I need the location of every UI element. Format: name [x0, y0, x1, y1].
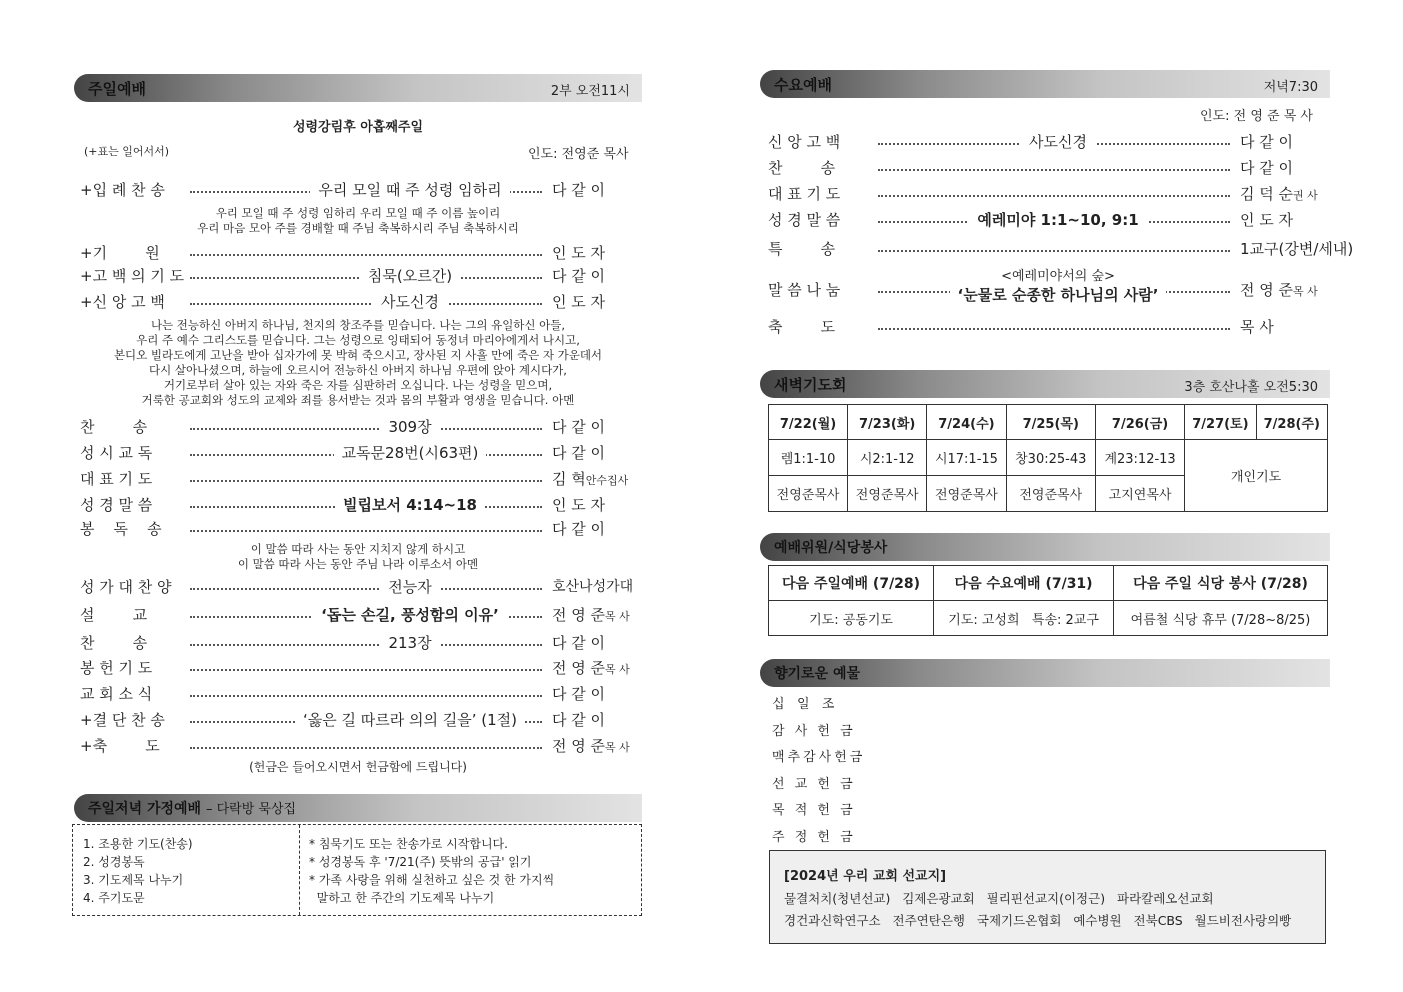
- order-label: +축 도: [80, 737, 160, 755]
- wednesday-time: 저녁7:30: [1263, 80, 1318, 95]
- committee-title: 예배위원/식당봉사: [774, 540, 888, 556]
- order-person: [548, 604, 630, 625]
- committee-table: [768, 565, 1328, 636]
- text-line: 다시 살아나셨으며, 하늘에 오르시어 전능하신 아버지 하나님 우편에 앉아 계시다가,: [149, 363, 567, 377]
- order-row: [80, 735, 634, 759]
- order-content-text: ‘눈물로 순종한 하나님의 사람’: [950, 286, 1167, 304]
- apostles-creed: [74, 318, 642, 408]
- entrance-hymn-lyrics: [74, 206, 642, 236]
- order-content: [898, 209, 1218, 230]
- order-person: [548, 709, 605, 730]
- dawn-day: 7/24(수): [927, 405, 1006, 440]
- order-content-text: ‘옳은 길 따르라 의의 길을’ (1절): [295, 711, 525, 729]
- order-row: [80, 657, 634, 681]
- missions-line1: 물결처치(청년선교) 김제은광교회 필리핀선교지(이정근) 파라칼레오선교회: [784, 891, 1214, 906]
- text-line: 거룩한 공교회와 성도의 교제와 죄를 용서받는 것과 몸의 부활과 영생을 믿습니다. 아멘: [141, 393, 575, 407]
- sunday-time: 2부 오전11시: [550, 84, 630, 99]
- person-title: 목 사: [605, 663, 630, 676]
- order-content-top: <예레미야서의 숲>: [1001, 269, 1115, 284]
- offering-item: 목 적 헌 금: [772, 803, 856, 818]
- dawn-info: 3층 호산나홀 오전5:30: [1184, 380, 1318, 395]
- person-name: 다 같 이: [552, 634, 606, 652]
- missions-title: [2024년 우리 교회 선교지]: [784, 869, 947, 884]
- order-content-text: 213장: [380, 634, 439, 652]
- person-name: 전 영 준: [552, 659, 606, 677]
- order-person: [548, 494, 605, 515]
- text-line: 4. 주기도문: [83, 891, 145, 905]
- dawn-leader: 전영준목사: [927, 476, 1006, 512]
- order-label: 봉 독 송: [80, 520, 162, 538]
- person-name: 인 도 자: [552, 496, 606, 514]
- order-content: [898, 269, 1218, 305]
- dawn-leader: 전영준목사: [1006, 476, 1095, 512]
- evening-steps: [83, 835, 193, 907]
- order-person: [1236, 157, 1293, 178]
- order-row: [80, 494, 634, 518]
- order-content: [250, 604, 570, 625]
- person-name: 다 같 이: [552, 181, 606, 199]
- leader-dots: [190, 669, 542, 671]
- order-person: [1236, 279, 1318, 300]
- offering-note: (헌금은 들어오시면서 헌금함에 드립니다): [249, 760, 467, 774]
- reading-song-lyrics: [74, 542, 642, 572]
- person-title: 목 사: [1293, 285, 1318, 298]
- leader-dots: [878, 169, 1230, 171]
- leader-dots: [190, 695, 542, 697]
- order-person: [548, 416, 605, 437]
- order-person: [548, 657, 630, 678]
- offerings-title: 향기로운 예물: [774, 666, 861, 682]
- text-line: * 성경봉독 후 '7/21(주) 뜻밖의 공급' 읽기: [309, 855, 532, 869]
- dawn-day: 7/28(주): [1256, 405, 1327, 440]
- order-label: 성 경 말 씀: [80, 496, 153, 514]
- order-content-text: ‘돕는 손길, 풍성함의 이유’: [313, 606, 507, 624]
- order-content: [250, 709, 570, 730]
- dawn-day: 7/25(목): [1006, 405, 1095, 440]
- order-row: [768, 209, 1322, 233]
- leader-dots: [190, 747, 542, 749]
- order-row: [768, 316, 1322, 340]
- order-person: [548, 242, 605, 263]
- order-content: [898, 131, 1218, 152]
- order-content-text: 사도신경: [373, 293, 447, 311]
- text-line: 거기로부터 살아 있는 자와 죽은 자를 심판하러 오십니다. 나는 성령을 믿으며,: [163, 378, 553, 392]
- text-line: * 가족 사랑을 위해 실천하고 싶은 것 한 가지씩: [309, 873, 555, 887]
- offering-item: 주 정 헌 금: [772, 829, 856, 845]
- order-content: [250, 291, 570, 312]
- evening-title: [88, 798, 296, 818]
- dawn-header: [760, 370, 1330, 398]
- person-name: 다 같 이: [552, 267, 606, 285]
- text-line: 우리 모일 때 주 성령 임하리 우리 모일 때 주 이름 높이리: [215, 206, 501, 220]
- order-content: [250, 632, 570, 653]
- person-name: 전 영 준: [552, 737, 606, 755]
- dawn-scripture: 창30:25-43: [1006, 440, 1095, 476]
- person-title: 목 사: [605, 610, 630, 623]
- leader-dots: [190, 254, 542, 256]
- leader-dots: [190, 530, 542, 532]
- person-title: 안수집사: [585, 474, 629, 487]
- order-row: [80, 291, 634, 315]
- order-label: 성 가 대 찬 양: [80, 578, 172, 596]
- order-person: [1236, 183, 1318, 204]
- order-label: 설 교: [80, 606, 148, 624]
- order-label: 성 시 교 독: [80, 444, 153, 462]
- offerings-header: [760, 659, 1330, 687]
- person-name: 다 같 이: [552, 685, 606, 703]
- order-row: [80, 709, 634, 733]
- order-person: [1236, 209, 1293, 230]
- order-label: 말 씀 나 눔: [768, 281, 841, 299]
- offering-item: 맥추감사헌금: [772, 750, 866, 765]
- order-person: [548, 179, 605, 200]
- wednesday-leader: 인도: 전 영 준 목 사: [1200, 109, 1313, 124]
- order-label: 대 표 기 도: [80, 470, 153, 488]
- order-content-text: 예레미야 1:1~10, 9:1: [969, 211, 1146, 229]
- sunday-subtitle: 성령강림후 아홉째주일: [292, 120, 424, 135]
- dawn-day: 7/26(금): [1095, 405, 1184, 440]
- order-content-text: 전능자: [380, 578, 439, 596]
- dawn-scripture: 시17:1-15: [927, 440, 1006, 476]
- sunday-header: [74, 74, 642, 102]
- evening-header: [74, 794, 642, 822]
- text-line: 본디오 빌라도에게 고난을 받아 십자가에 못 박혀 죽으시고, 장사된 지 사흘 만에 죽은 자 가운데서: [113, 348, 603, 362]
- order-label: 특 송: [768, 240, 836, 258]
- person-name: 다 같 이: [552, 418, 606, 436]
- dawn-text-row: [769, 440, 1328, 476]
- order-row: [80, 468, 634, 492]
- order-label: 교 회 소 식: [80, 685, 153, 703]
- person-name: 김 덕 순: [1240, 185, 1294, 203]
- order-row: [80, 442, 634, 466]
- committee-header-row: [769, 566, 1328, 601]
- order-content-text: 침묵(오르간): [360, 267, 460, 285]
- missions-box: [769, 850, 1326, 944]
- dawn-header-row: [769, 405, 1328, 440]
- offering-item: 십 일 조: [772, 697, 835, 712]
- text-line: 2. 성경봉독: [83, 855, 145, 869]
- order-person: [548, 576, 633, 596]
- order-person: [548, 735, 630, 756]
- person-name: 다 같 이: [1240, 159, 1294, 177]
- order-content-text: 교독문28번(시63편): [334, 444, 487, 462]
- person-name: 호산나성가대: [552, 579, 634, 595]
- order-content: [250, 179, 570, 200]
- order-person: [548, 468, 628, 489]
- person-title: 권 사: [1293, 189, 1318, 202]
- person-name: 인 도 자: [552, 244, 606, 262]
- wednesday-header: [760, 70, 1330, 98]
- person-name: 다 같 이: [552, 520, 606, 538]
- dawn-scripture: 계23:12-13: [1095, 440, 1184, 476]
- order-label: +고 백 의 기 도: [80, 267, 185, 285]
- dawn-title: 새벽기도회: [774, 376, 847, 394]
- dawn-day: 7/23(화): [848, 405, 927, 440]
- order-row: [80, 265, 634, 289]
- sunday-leader: 인도: 전영준 목사: [528, 147, 629, 162]
- dawn-scripture: 시2:1-12: [848, 440, 927, 476]
- order-label: 찬 송: [80, 634, 148, 652]
- text-line: 3. 기도제목 나누기: [83, 873, 184, 887]
- order-label: +결 단 찬 송: [80, 711, 165, 729]
- order-row: [80, 576, 634, 600]
- evening-box: [72, 824, 642, 916]
- dawn-leader: 전영준목사: [848, 476, 927, 512]
- person-name: 다 같 이: [1240, 133, 1294, 151]
- stand-note: (+표는 일어서서): [84, 145, 170, 158]
- dawn-day: 7/27(토): [1185, 405, 1256, 440]
- committee-heading: 다음 수요예배 (7/31): [934, 566, 1114, 601]
- order-row: [80, 632, 634, 656]
- person-name: 다 같 이: [552, 444, 606, 462]
- committee-heading: 다음 주일 식당 봉사 (7/28): [1114, 566, 1328, 601]
- leader-dots: [878, 328, 1230, 330]
- committee-value: 여름철 식당 휴무 (7/28~8/25): [1114, 601, 1328, 636]
- evening-divider: [299, 825, 300, 915]
- evening-notes: [309, 835, 554, 907]
- person-name: 인 도 자: [552, 293, 606, 311]
- person-name: 전 영 준: [552, 606, 606, 624]
- order-label: 봉 헌 기 도: [80, 659, 153, 677]
- order-row: [80, 683, 634, 707]
- committee-header: [760, 533, 1330, 561]
- order-row: [80, 179, 634, 203]
- person-name: 인 도 자: [1240, 211, 1294, 229]
- committee-value-row: [769, 601, 1328, 636]
- order-row: [768, 131, 1322, 155]
- person-name: 다 같 이: [552, 711, 606, 729]
- order-row: [80, 242, 634, 266]
- evening-subtitle: – 다락방 묵상집: [205, 802, 297, 817]
- order-label: +기 원: [80, 244, 160, 262]
- committee-heading: 다음 주일예배 (7/28): [769, 566, 934, 601]
- order-content-text: 빌립보서 4:14~18: [335, 496, 485, 514]
- leader-dots: [878, 195, 1230, 197]
- order-label: 대 표 기 도: [768, 185, 841, 203]
- order-row: [80, 416, 634, 440]
- order-label: 축 도: [768, 318, 836, 336]
- dawn-day: 7/22(월): [769, 405, 848, 440]
- committee-value: 기도: 고성희 특송: 2교구: [934, 601, 1114, 636]
- order-row: [768, 157, 1322, 181]
- order-row: [768, 238, 1354, 262]
- text-line: 우리 마음 모아 주를 경배할 때 주님 축복하시리 주님 축복하시리: [197, 221, 519, 235]
- order-row: [80, 604, 634, 628]
- dawn-scripture: 렘1:1-10: [769, 440, 848, 476]
- committee-value: 기도: 공동기도: [769, 601, 934, 636]
- person-name: 목 사: [1240, 318, 1274, 336]
- order-person: [1236, 238, 1353, 259]
- text-line: 나는 전능하신 아버지 하나님, 천지의 창조주를 믿습니다. 나는 그의 유일하신 아들,: [150, 318, 566, 332]
- offering-item: 감 사 헌 금: [772, 723, 856, 739]
- order-content: [250, 442, 570, 463]
- order-person: [548, 632, 605, 653]
- order-person: [548, 683, 605, 704]
- order-label: 찬 송: [768, 159, 836, 177]
- order-content-text: 309장: [380, 418, 439, 436]
- dawn-schedule-table: [768, 404, 1328, 512]
- order-row: [768, 269, 1322, 304]
- person-title: 목 사: [605, 741, 630, 754]
- text-line: 우리 주 예수 그리스도를 믿습니다. 그는 성령으로 잉태되어 동정녀 마리아에게서 나시고,: [136, 333, 580, 347]
- person-name: 1교구(강변/세내): [1240, 240, 1354, 258]
- offering-item: 선 교 헌 금: [772, 776, 856, 792]
- order-label: 신 앙 고 백: [768, 133, 841, 151]
- order-person: [1236, 316, 1274, 337]
- order-content-text: 우리 모일 때 주 성령 임하리: [310, 181, 509, 199]
- leader-dots: [190, 480, 542, 482]
- order-label: +신 앙 고 백: [80, 293, 165, 311]
- order-content: [250, 265, 570, 286]
- order-label: 찬 송: [80, 418, 148, 436]
- sunday-title: 주일예배: [88, 80, 146, 98]
- order-content-text: 사도신경: [1021, 133, 1095, 151]
- order-person: [548, 265, 605, 286]
- text-line: 이 말씀 따라 사는 동안 주님 나라 이루소서 아멘: [237, 557, 479, 571]
- order-person: [548, 291, 605, 312]
- dawn-leader: 전영준목사: [769, 476, 848, 512]
- missions-line2: 경건과신학연구소 전주연탄은행 국제기드온협회 예수병원 전북CBS 월드비전사랑의빵: [784, 913, 1292, 928]
- person-name: 김 혁: [552, 470, 586, 488]
- person-name: 전 영 준: [1240, 281, 1294, 299]
- wednesday-title: 수요예배: [774, 76, 832, 94]
- order-row: [80, 518, 634, 542]
- order-person: [548, 442, 605, 463]
- order-content: [250, 416, 570, 437]
- order-label: +입 례 찬 송: [80, 181, 165, 199]
- order-content: [250, 494, 570, 515]
- order-person: [548, 518, 605, 539]
- text-line: 이 말씀 따라 사는 동안 지치지 않게 하시고: [250, 542, 466, 556]
- evening-title-text: 주일저녁 가정예배: [88, 801, 202, 817]
- order-person: [1236, 131, 1293, 152]
- order-row: [768, 183, 1322, 207]
- order-label: 성 경 말 씀: [768, 211, 841, 229]
- order-content: [250, 576, 570, 597]
- text-line: 1. 조용한 기도(찬송): [83, 837, 193, 851]
- dawn-leader: 고지연목사: [1095, 476, 1184, 512]
- text-line: 말하고 한 주간의 기도제목 나누기: [309, 891, 495, 905]
- text-line: * 침묵기도 또는 찬송가로 시작합니다.: [309, 837, 508, 851]
- dawn-weekend: 개인기도: [1185, 440, 1328, 512]
- leader-dots: [878, 250, 1230, 252]
